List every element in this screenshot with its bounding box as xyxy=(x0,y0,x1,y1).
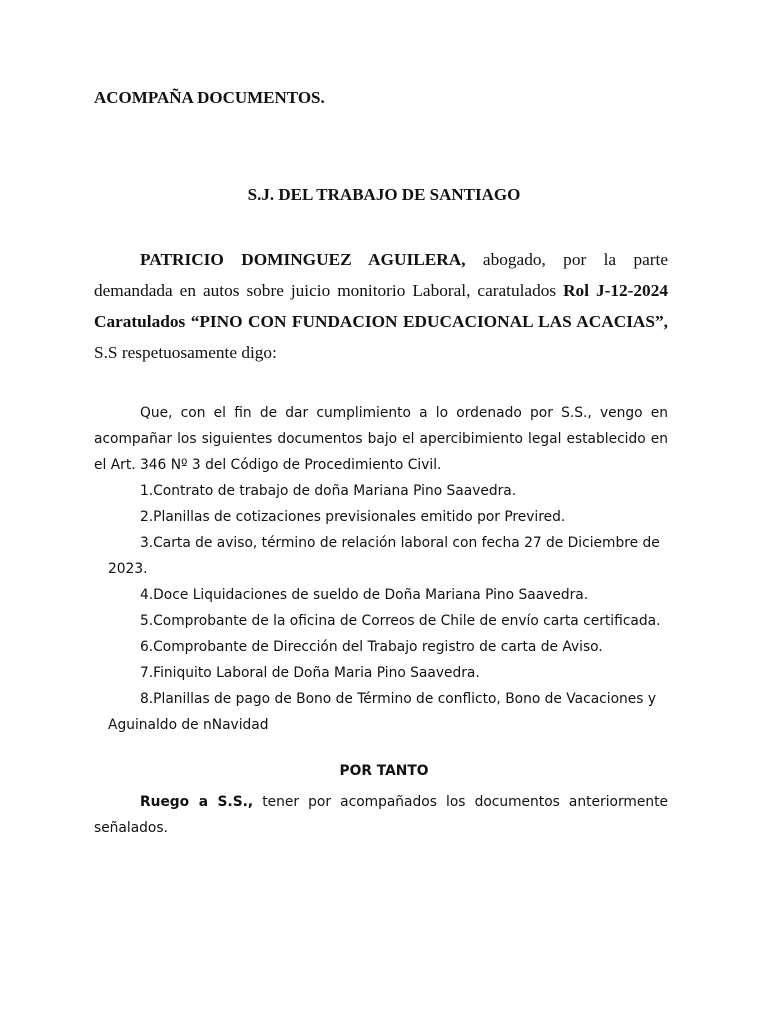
court-heading: S.J. DEL TRABAJO DE SANTIAGO xyxy=(247,185,521,204)
list-item: 4.Doce Liquidaciones de sueldo de Doña Mariana Pino Saavedra. xyxy=(140,587,589,603)
list-item: 8.Planillas de pago de Bono de Término de conflicto, Bono de Vacaciones y Aguinaldo de nNavidad xyxy=(108,691,656,733)
list-item: 3.Carta de aviso, término de relación laboral con fecha 27 de Diciembre de 2023. xyxy=(108,535,660,577)
por-tanto-heading: POR TANTO xyxy=(339,763,429,779)
list-item: 1.Contrato de trabajo de doña Mariana Pino Saavedra. xyxy=(140,483,517,499)
list-item: 7.Finiquito Laboral de Doña Maria Pino Saavedra. xyxy=(140,665,480,681)
list-item: 5.Comprobante de la oficina de Correos de Chile de envío carta certificada. xyxy=(140,613,661,629)
intro-text-1: abogado, por la parte demandada en autos sobre juicio monitorio Laboral, caratulados xyxy=(94,250,668,300)
list-item: 6.Comprobante de Dirección del Trabajo registro de carta de Aviso. xyxy=(140,639,603,655)
intro-text-2: S.S respetuosamente digo: xyxy=(94,343,277,362)
list-item: 2.Planillas de cotizaciones previsionales emitido por Previred. xyxy=(140,509,566,525)
closing-bold: Ruego a S.S., xyxy=(140,794,254,810)
body-paragraph: Que, con el fin de dar cumplimiento a lo ordenado por S.S., vengo en acompañar los siguientes documentos bajo el apercibimiento legal establecido en el Art. 346 Nº 3 del Código de Procedimiento Civil. xyxy=(94,405,668,473)
intro-paragraph xyxy=(94,244,668,368)
documents-list xyxy=(108,478,668,738)
lawyer-name: PATRICIO DOMINGUEZ AGUILERA, xyxy=(140,250,466,269)
closing-text: tener por acompañados los documentos anteriormente señalados. xyxy=(94,794,668,836)
case-rol: Rol J-12-2024 Caratulados “PINO CON FUNDACION EDUCACIONAL LAS ACACIAS”, xyxy=(94,281,668,331)
closing-paragraph xyxy=(94,789,668,841)
document-title: ACOMPAÑA DOCUMENTOS. xyxy=(94,88,325,107)
